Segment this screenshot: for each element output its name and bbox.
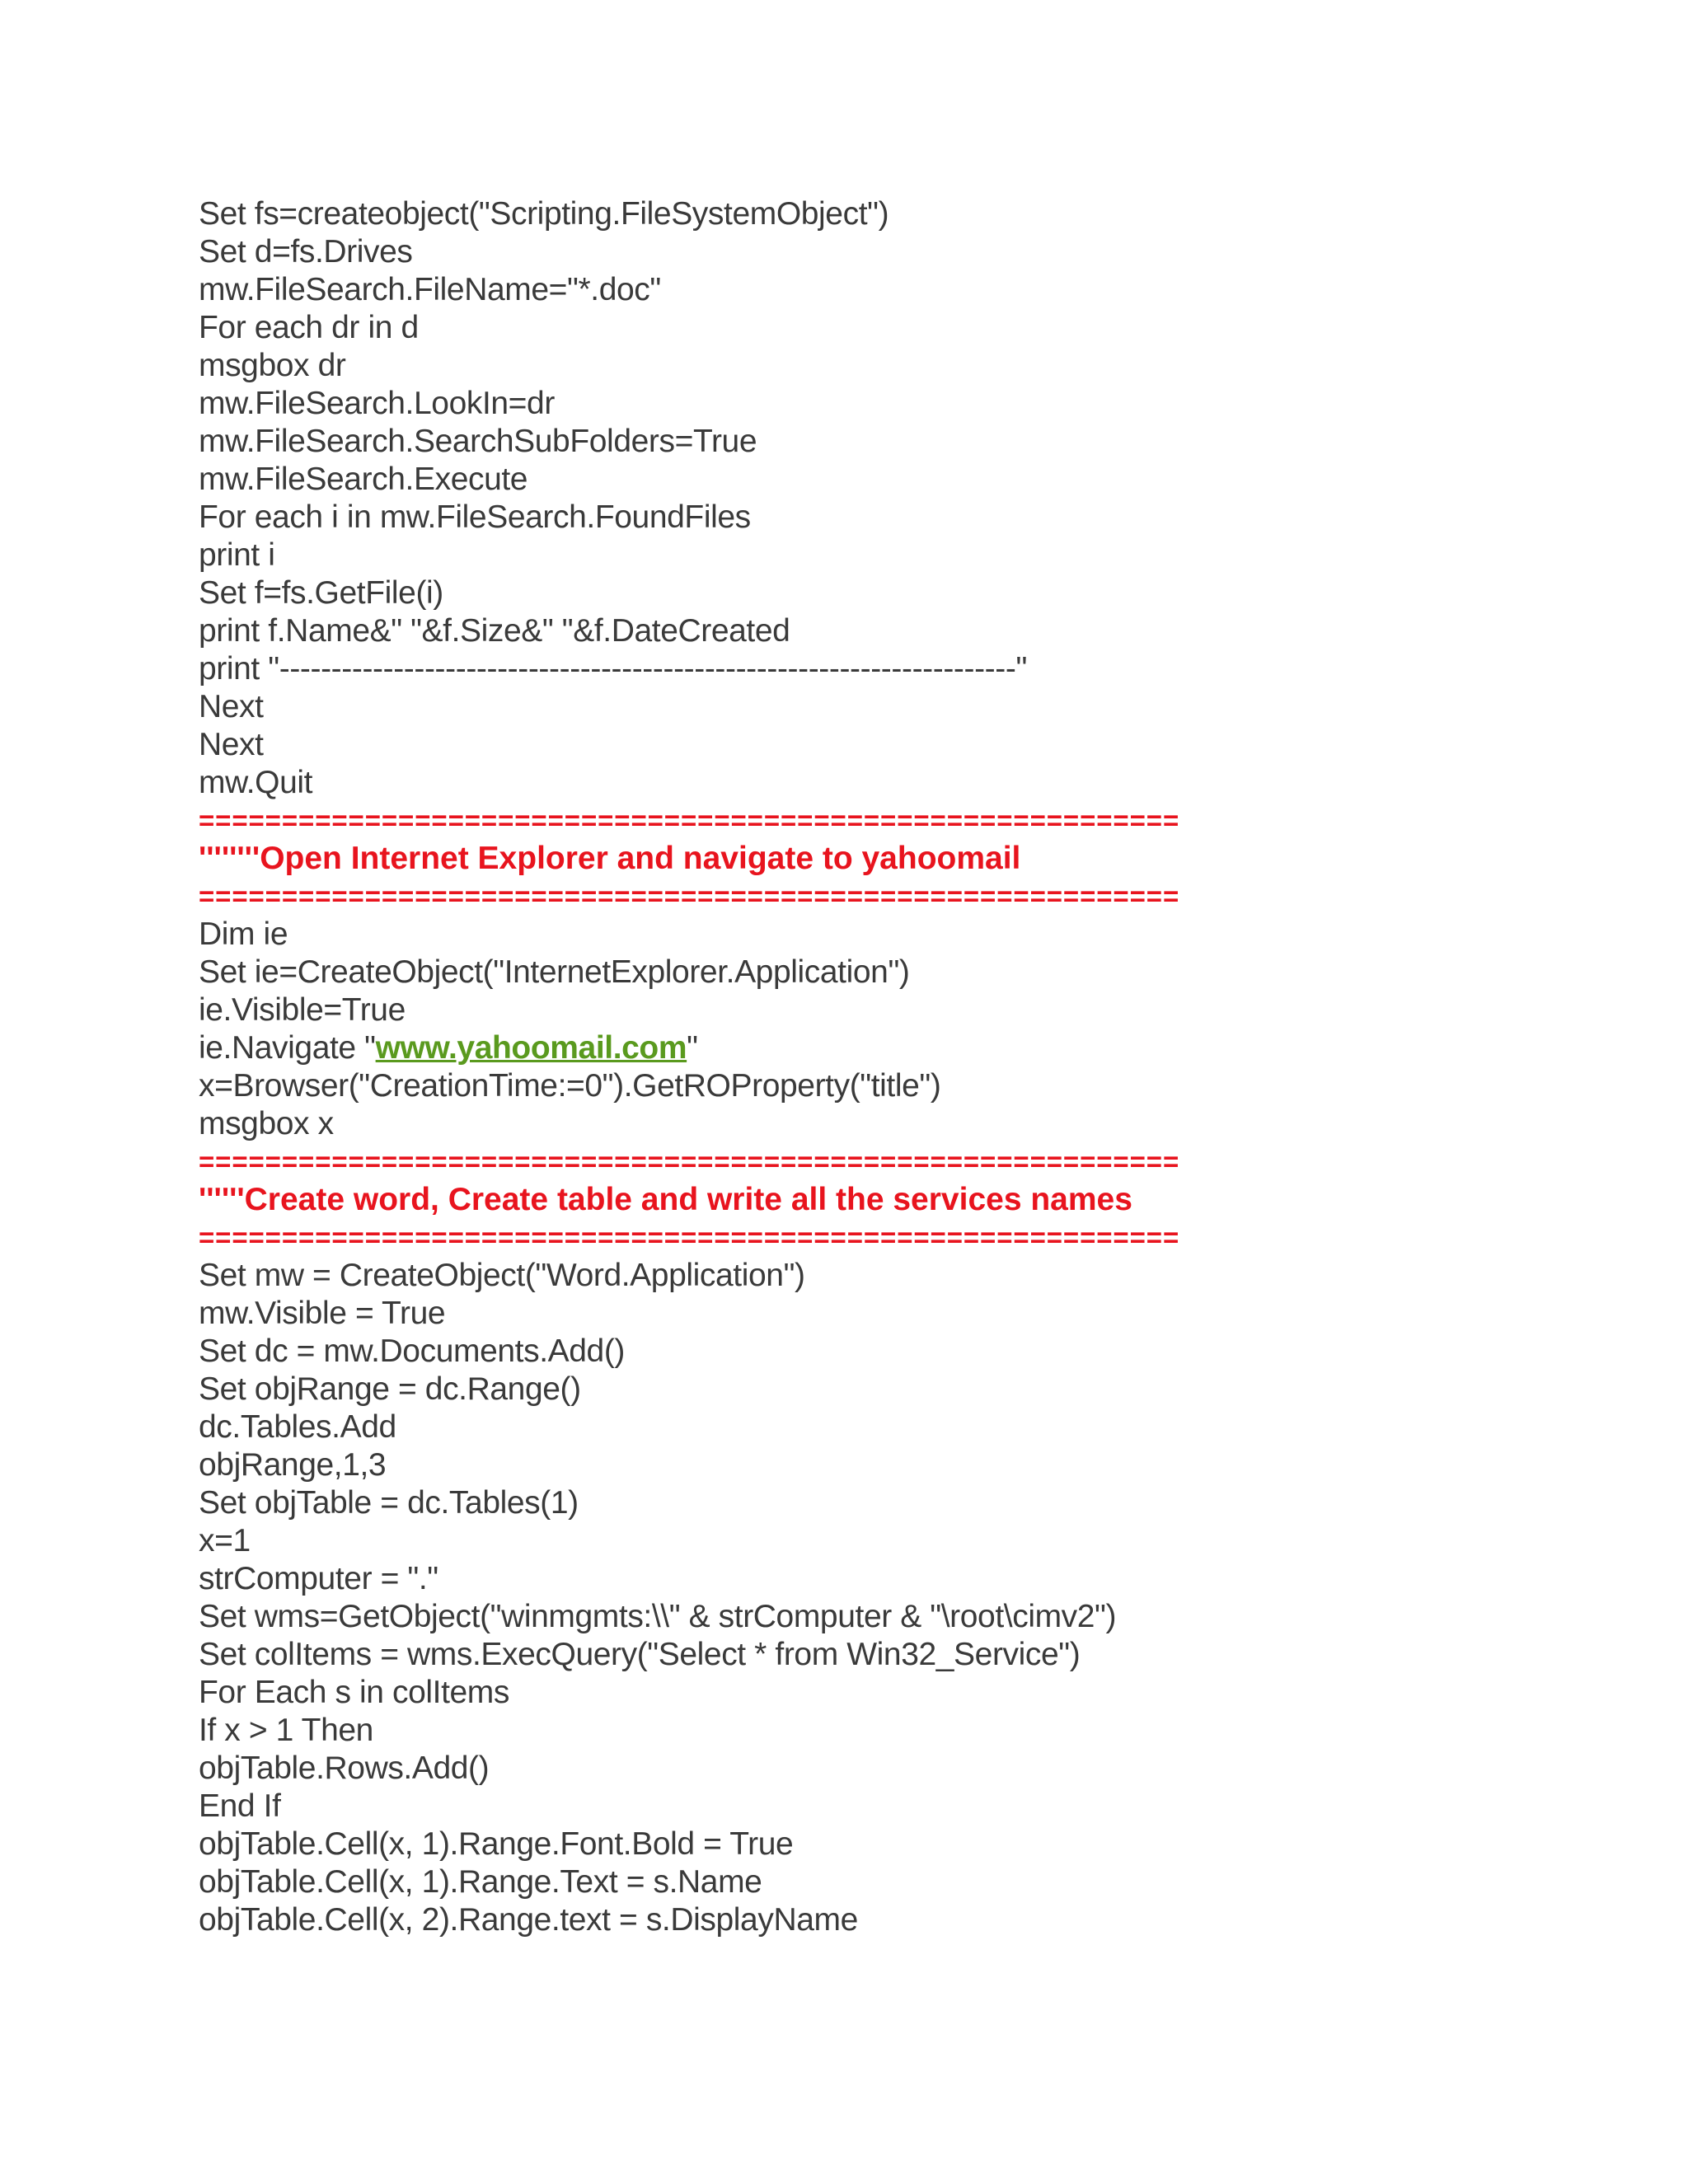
code-line: msgbox dr xyxy=(199,348,346,383)
separator-line: =========================================================== xyxy=(199,1222,1180,1253)
code-line: Next xyxy=(199,689,264,724)
code-line: For Each s in colItems xyxy=(199,1675,509,1710)
code-line: For each i in mw.FileSearch.FoundFiles xyxy=(199,499,751,535)
code-line: Set objTable = dc.Tables(1) xyxy=(199,1485,579,1521)
section-heading: ''''''Create word, Create table and write all the services names xyxy=(199,1182,1132,1217)
code-line: objTable.Cell(x, 1).Range.Font.Bold = True xyxy=(199,1826,794,1862)
code-line: mw.Visible = True xyxy=(199,1296,446,1331)
code-line: x=Browser("CreationTime:=0").GetROProperty("title") xyxy=(199,1068,941,1104)
code-line: Set fs=createobject("Scripting.FileSystemObject") xyxy=(199,196,889,232)
code-line: Set objRange = dc.Range() xyxy=(199,1371,581,1407)
code-line: Set dc = mw.Documents.Add() xyxy=(199,1333,625,1369)
code-line: Set mw = CreateObject("Word.Application") xyxy=(199,1258,805,1293)
code-line: mw.FileSearch.Execute xyxy=(199,462,528,497)
separator-line: =========================================================== xyxy=(199,1146,1180,1177)
code-line: strComputer = "." xyxy=(199,1561,438,1596)
code-line: print "-----------------------------------------------------------------------" xyxy=(199,651,1027,687)
code-line: ie.Visible=True xyxy=(199,992,406,1028)
code-line: Set f=fs.GetFile(i) xyxy=(199,575,443,611)
code-line: print i xyxy=(199,537,275,573)
yahoomail-link[interactable]: www.yahoomail.com xyxy=(375,1030,687,1066)
document-body xyxy=(199,195,1600,1939)
separator-line: =========================================================== xyxy=(199,881,1180,912)
separator-line: =========================================================== xyxy=(199,805,1180,836)
code-line: objTable.Cell(x, 2).Range.text = s.DisplayName xyxy=(199,1902,858,1938)
navigate-suffix: " xyxy=(687,1030,698,1066)
code-line: objRange,1,3 xyxy=(199,1447,387,1483)
code-line: End If xyxy=(199,1788,281,1824)
code-line: mw.Quit xyxy=(199,765,313,800)
code-line: For each dr in d xyxy=(199,310,419,345)
code-line: msgbox x xyxy=(199,1106,334,1141)
code-line: Set d=fs.Drives xyxy=(199,234,413,269)
code-line: objTable.Rows.Add() xyxy=(199,1750,490,1786)
code-line: mw.FileSearch.LookIn=dr xyxy=(199,386,555,421)
code-line: print f.Name&" "&f.Size&" "&f.DateCreated xyxy=(199,613,790,649)
code-line: Next xyxy=(199,727,264,762)
code-line: Dim ie xyxy=(199,916,288,952)
navigate-prefix: ie.Navigate " xyxy=(199,1030,376,1066)
section-heading: ''''''''Open Internet Explorer and navigate to yahoomail xyxy=(199,841,1021,876)
code-line-navigate xyxy=(199,1029,1600,1067)
code-line: dc.Tables.Add xyxy=(199,1409,396,1445)
code-line: Set colItems = wms.ExecQuery("Select * from Win32_Service") xyxy=(199,1637,1081,1672)
code-line: Set ie=CreateObject("InternetExplorer.Application") xyxy=(199,954,910,990)
code-line: mw.FileSearch.SearchSubFolders=True xyxy=(199,424,757,459)
code-line: objTable.Cell(x, 1).Range.Text = s.Name xyxy=(199,1864,762,1900)
code-line: If x > 1 Then xyxy=(199,1713,373,1748)
code-line: x=1 xyxy=(199,1523,251,1558)
code-line: Set wms=GetObject("winmgmts:\\" & strComputer & "\root\cimv2") xyxy=(199,1599,1117,1634)
code-line: mw.FileSearch.FileName="*.doc" xyxy=(199,272,661,307)
